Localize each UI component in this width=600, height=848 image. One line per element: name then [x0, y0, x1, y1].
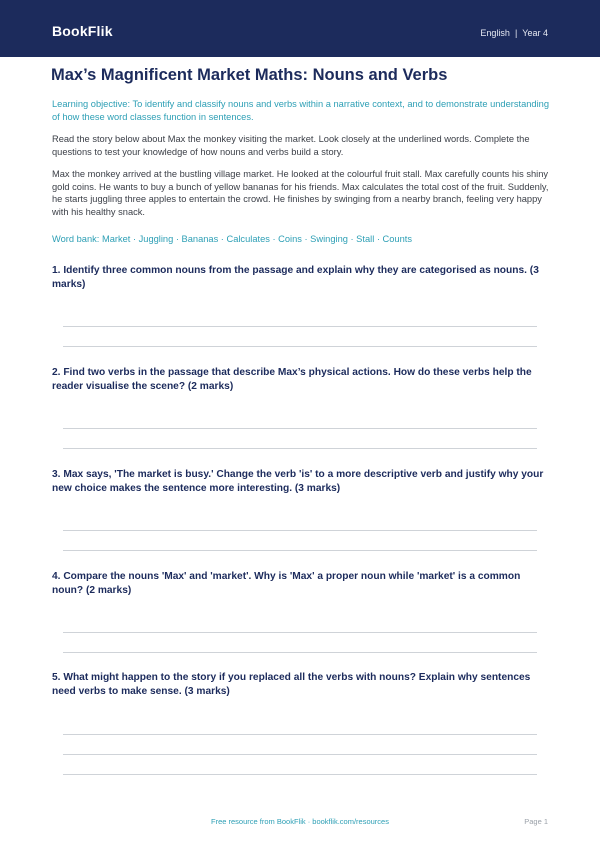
answer-line[interactable] — [63, 530, 537, 531]
answer-line[interactable] — [63, 774, 537, 775]
header-bar — [0, 0, 600, 57]
page-title: Max’s Magnificent Market Maths: Nouns and Verbs — [51, 66, 448, 84]
brand-logo[interactable]: BookFlik — [52, 23, 113, 39]
answer-line[interactable] — [63, 326, 537, 327]
question-3: 3. Max says, 'The market is busy.' Change the verb 'is' to a more descriptive verb and justify why your new choice makes the sentence more interesting. (3 marks) — [52, 469, 544, 494]
answer-line[interactable] — [63, 346, 537, 347]
word-bank: Word bank: Market · Juggling · Bananas · Calculates · Coins · Swinging · Stall · Counts — [52, 234, 412, 244]
meta-separator: | — [514, 28, 518, 38]
answer-line[interactable] — [63, 428, 537, 429]
year-label: Year 4 — [522, 28, 548, 38]
question-5: 5. What might happen to the story if you replaced all the verbs with nouns? Explain why sentences need verbs to make sense. (3 marks) — [52, 672, 531, 697]
header-meta — [480, 28, 548, 38]
learning-objective: Learning objective: To identify and classify nouns and verbs within a narrative context, and to demonstrate understanding of how these word classes function in sentences. — [52, 99, 549, 122]
instructions-text: Read the story below about Max the monkey visiting the market. Look closely at the underlined words. Complete the questions to test your knowledge of how nouns and verbs build a story. — [52, 134, 530, 157]
answer-line[interactable] — [63, 652, 537, 653]
answer-line[interactable] — [63, 632, 537, 633]
story-passage: Max the monkey arrived at the bustling village market. He looked at the colourful fruit stall. Max carefully counts his shiny gold coins. He wants to buy a bunch of yellow bananas for his friends. Max calculates the total cost of the fruit. Suddenly, he starts juggling three apples to entertain the crowd. He finishes by swinging from a nearby branch, feeling very happy with his healthy snack. — [52, 169, 549, 217]
answer-line[interactable] — [63, 448, 537, 449]
page-number: Page 1 — [524, 817, 548, 826]
answer-line[interactable] — [63, 550, 537, 551]
question-2: 2. Find two verbs in the passage that describe Max’s physical actions. How do these verbs help the reader visualise the scene? (2 marks) — [52, 367, 532, 392]
answer-line[interactable] — [63, 734, 537, 735]
question-1: 1. Identify three common nouns from the passage and explain why they are categorised as nouns. (3 marks) — [52, 265, 539, 290]
answer-line[interactable] — [63, 754, 537, 755]
subject-label: English — [480, 28, 510, 38]
footer-source[interactable]: Free resource from BookFlik · bookflik.com/resources — [211, 817, 389, 826]
question-4: 4. Compare the nouns 'Max' and 'market'. Why is 'Max' a proper noun while 'market' is a common noun? (2 marks) — [52, 571, 521, 596]
